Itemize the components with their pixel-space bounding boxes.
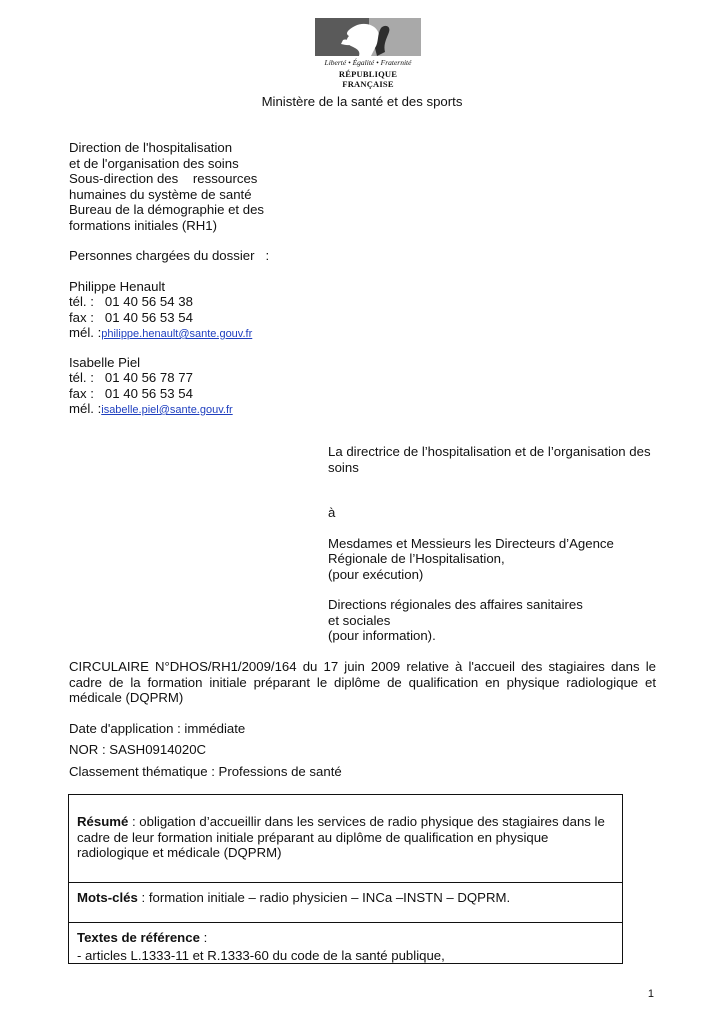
date-application: Date d'application : immédiate (69, 721, 246, 736)
page-number: 1 (647, 988, 654, 1000)
direction-line: Direction de l'hospitalisation (69, 140, 233, 155)
contact-fax: fax : 01 40 56 53 54 (69, 309, 193, 325)
contact-email-row (69, 401, 329, 419)
ministry-title: Ministère de la santé et des sports (261, 94, 463, 109)
textes-item: - articles L.1333-11 et R.1333-60 du code de la santé publique, (77, 948, 445, 963)
contact-tel: tél. : 01 40 56 54 38 (69, 294, 193, 309)
direction-line: Sous-direction des ressources (69, 171, 258, 186)
contact-name: Isabelle Piel (69, 354, 141, 370)
contact-email-row (69, 325, 329, 343)
contact-email-link[interactable]: isabelle.piel@sante.gouv.fr (101, 404, 233, 416)
motscles-section (69, 882, 622, 922)
recipient-line: (pour exécution) (328, 566, 424, 582)
motscles-label: Mots-clés (77, 890, 138, 905)
contact-tel: tél. : 01 40 56 78 77 (69, 370, 193, 385)
circulaire-title: CIRCULAIRE N°DHOS/RH1/2009/164 du 17 juin 2009 relative à l'accueil des stagiaires dans le cadre de la formation initiale préparant le diplôme de qualification en physique radiologique et médicale (DQPRM) (69, 659, 656, 705)
marianne-profile-icon (315, 18, 421, 56)
recipient-line: et sociales (328, 612, 391, 628)
contact-email-link[interactable]: philippe.henault@sante.gouv.fr (101, 328, 253, 340)
textes-section (69, 922, 622, 963)
recipient-line: Directions régionales des affaires sanitaires (328, 597, 583, 612)
republic-motto: Liberté • Égalité • Fraternité (324, 58, 412, 67)
sender-block (69, 140, 329, 419)
mel-label: mél. : (69, 401, 102, 416)
persons-label: Personnes chargées du dossier : (69, 248, 270, 263)
from-line: soins (328, 459, 359, 475)
marianne-emblem (315, 18, 421, 56)
recipient-line: Régionale de l’Hospitalisation, (328, 551, 505, 566)
summary-box (68, 794, 623, 964)
recipient-line: Mesdames et Messieurs les Directeurs d’Agence (328, 535, 614, 551)
recipient-line: (pour information). (328, 628, 436, 643)
republic-name: RÉPUBLIQUE FRANÇAISE (338, 69, 398, 89)
contact-name: Philippe Henault (69, 278, 166, 294)
mel-label: mél. : (69, 325, 102, 340)
resume-section (77, 814, 614, 861)
from-line: La directrice de l’hospitalisation et de l’organisation des (328, 444, 651, 459)
direction-line: humaines du système de santé (69, 186, 252, 202)
contact-fax: fax : 01 40 56 53 54 (69, 385, 193, 401)
direction-line: et de l'organisation des soins (69, 155, 239, 171)
resume-text: : obligation d’accueillir dans les services de radio physique des stagiaires dans le cadre de leur formation initiale préparant au diplôme de qualification en physique radiologique et médicale (DQPRM) (77, 814, 605, 860)
textes-colon: : (199, 930, 208, 945)
textes-label: Textes de référence (77, 930, 200, 945)
classement-thematique: Classement thématique : Professions de santé (69, 764, 342, 779)
republic-logo (315, 18, 421, 89)
nor-reference: NOR : SASH0914020C (69, 742, 207, 757)
direction-line: formations initiales (RH1) (69, 217, 218, 233)
direction-line: Bureau de la démographie et des (69, 202, 265, 217)
resume-label: Résumé (77, 814, 129, 829)
addressee-block (328, 444, 658, 644)
a-line: à (328, 505, 336, 520)
motscles-text: : formation initiale – radio physicien – INCa –INSTN – DQPRM. (137, 890, 511, 905)
